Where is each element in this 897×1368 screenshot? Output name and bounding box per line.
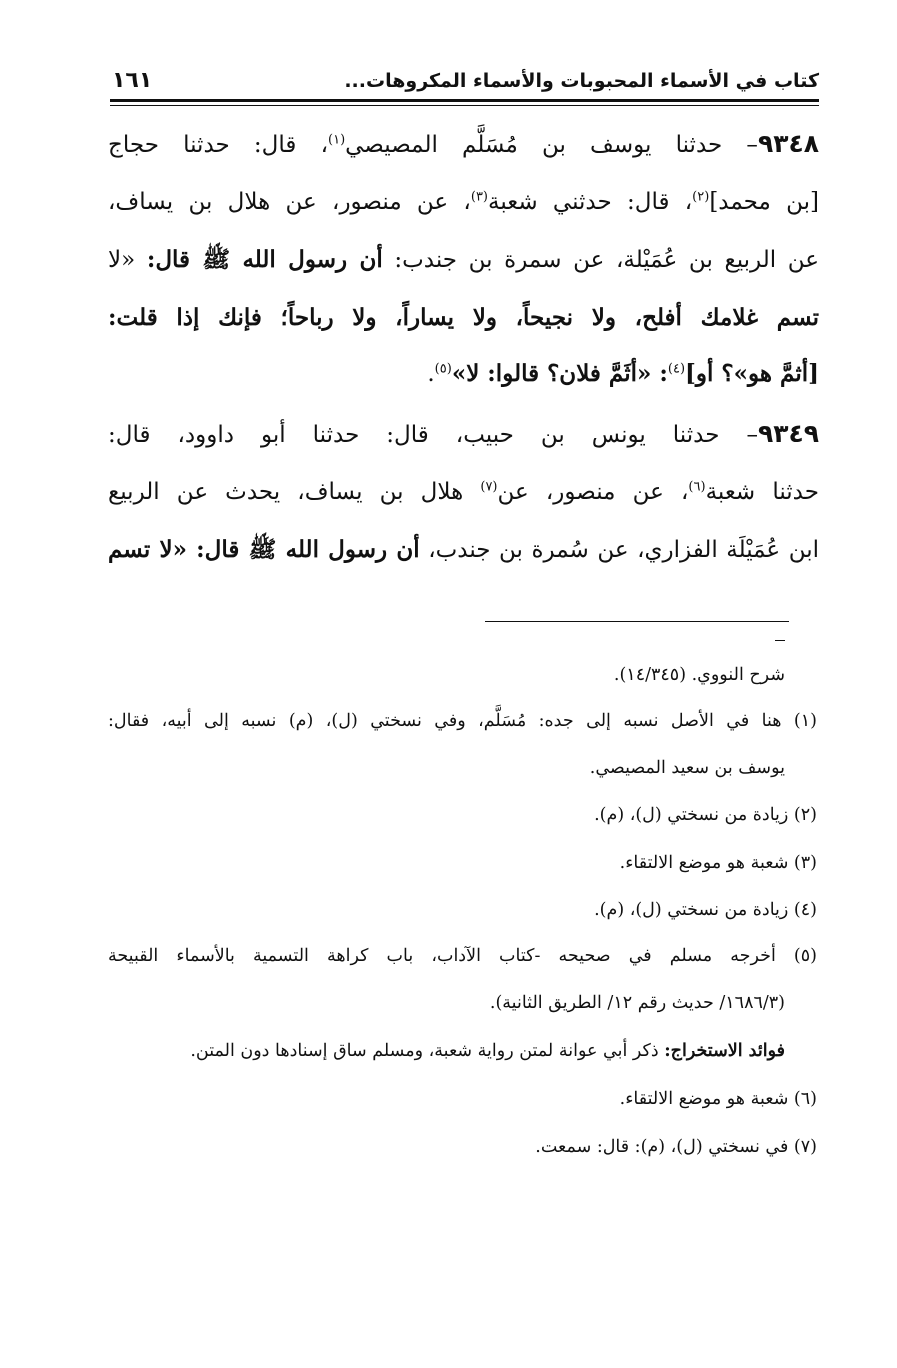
footnote: (٢) زيادة من نسختي (ل)، (م). bbox=[594, 805, 817, 825]
hadith-line: تسم غلامك أفلح، ولا نجيحاً، ولا يساراً، ولا رباحاً؛ فإنك إذا قلت: bbox=[108, 304, 819, 331]
running-header bbox=[110, 62, 819, 98]
hadith-line: ابن عُمَيْلَة الفزاري، عن سُمرة بن جندب، أن رسول الله ﷺ قال: «لا تسم bbox=[108, 536, 819, 563]
footnote: (٤) زيادة من نسختي (ل)، (م). bbox=[594, 900, 817, 920]
hadith-line: ٩٣٤٩– حدثنا يونس بن حبيب، قال: حدثنا أبو داوود، قال: bbox=[108, 419, 819, 448]
footnote-ref[interactable]: (١) bbox=[328, 132, 346, 148]
header-title: كتاب في الأسماء المحبوبات والأسماء المكروهات... bbox=[344, 70, 819, 92]
footnote: (١٦٨٦/٣/ حديث رقم ١٢/ الطريق الثانية). bbox=[489, 993, 785, 1013]
footnote-ref[interactable]: (٣) bbox=[470, 189, 488, 205]
footnote: يوسف بن سعيد المصيصي. bbox=[589, 758, 785, 778]
header-rule-thick bbox=[110, 99, 819, 102]
hadith-line: ٩٣٤٨– حدثنا يوسف بن مُسَلَّم المصيصي$^{(١)}$، قال: حدثنا حجاج bbox=[108, 129, 819, 158]
hadith-line: [أثمَّ هو»؟ أو]$^{(٤)}$: «أثَمَّ فلان؟ قالوا: لا»$^{(٥)}$. bbox=[427, 360, 819, 387]
footnote-ref[interactable]: (٧) bbox=[480, 479, 498, 495]
footnote: (٣) شعبة هو موضع الالتقاء. bbox=[619, 853, 817, 873]
footnote-ref[interactable]: (٢) bbox=[692, 189, 710, 205]
footnote-separator bbox=[485, 621, 789, 622]
hadith-line: عن الربيع بن عُمَيْلة، عن سمرة بن جندب: أن رسول الله ﷺ قال: «لا bbox=[108, 246, 820, 273]
page-number: ١٦١ bbox=[112, 68, 153, 93]
benefits-label: فوائد الاستخراج: bbox=[664, 1041, 785, 1061]
footnote: شرح النووي. (١٤/٣٤٥). bbox=[613, 665, 785, 685]
footnote: (١) هنا في الأصل نسبه إلى جده: مُسَلَّم، وفي نسختي (ل)، (م) نسبه إلى أبيه، فقال: bbox=[108, 711, 817, 731]
footnote: (٦) شعبة هو موضع الالتقاء. bbox=[619, 1089, 817, 1109]
footnote-ref[interactable]: (٥) bbox=[434, 361, 452, 377]
footnote: (٧) في نسختي (ل)، (م): قال: سمعت. bbox=[535, 1137, 817, 1157]
footnote-continuation-mark bbox=[775, 640, 785, 641]
hadith-number: ٩٣٤٨ bbox=[757, 129, 819, 158]
hadith-line: [بن محمد]$^{(٢)}$، قال: حدثني شعبة$^{(٣)}$، عن منصور، عن هلال بن يساف، bbox=[108, 189, 819, 215]
footnote-ref[interactable]: (٦) bbox=[688, 479, 706, 495]
hadith-line: حدثنا شعبة$^{(٦)}$، عن منصور، عن$^{(٧)}$ هلال بن يساف، يحدث عن الربيع bbox=[108, 479, 819, 505]
hadith-number: ٩٣٤٩ bbox=[757, 419, 819, 448]
header-rule-thin bbox=[110, 105, 819, 106]
footnote-benefits: فوائد الاستخراج: ذكر أبي عوانة لمتن رواية شعبة، ومسلم ساق إسنادها دون المتن. bbox=[190, 1041, 785, 1061]
footnote-ref[interactable]: (٤) bbox=[667, 361, 686, 377]
footnote: (٥) أخرجه مسلم في صحيحه -كتاب الآداب، باب كراهة التسمية بالأسماء القبيحة bbox=[108, 946, 817, 966]
